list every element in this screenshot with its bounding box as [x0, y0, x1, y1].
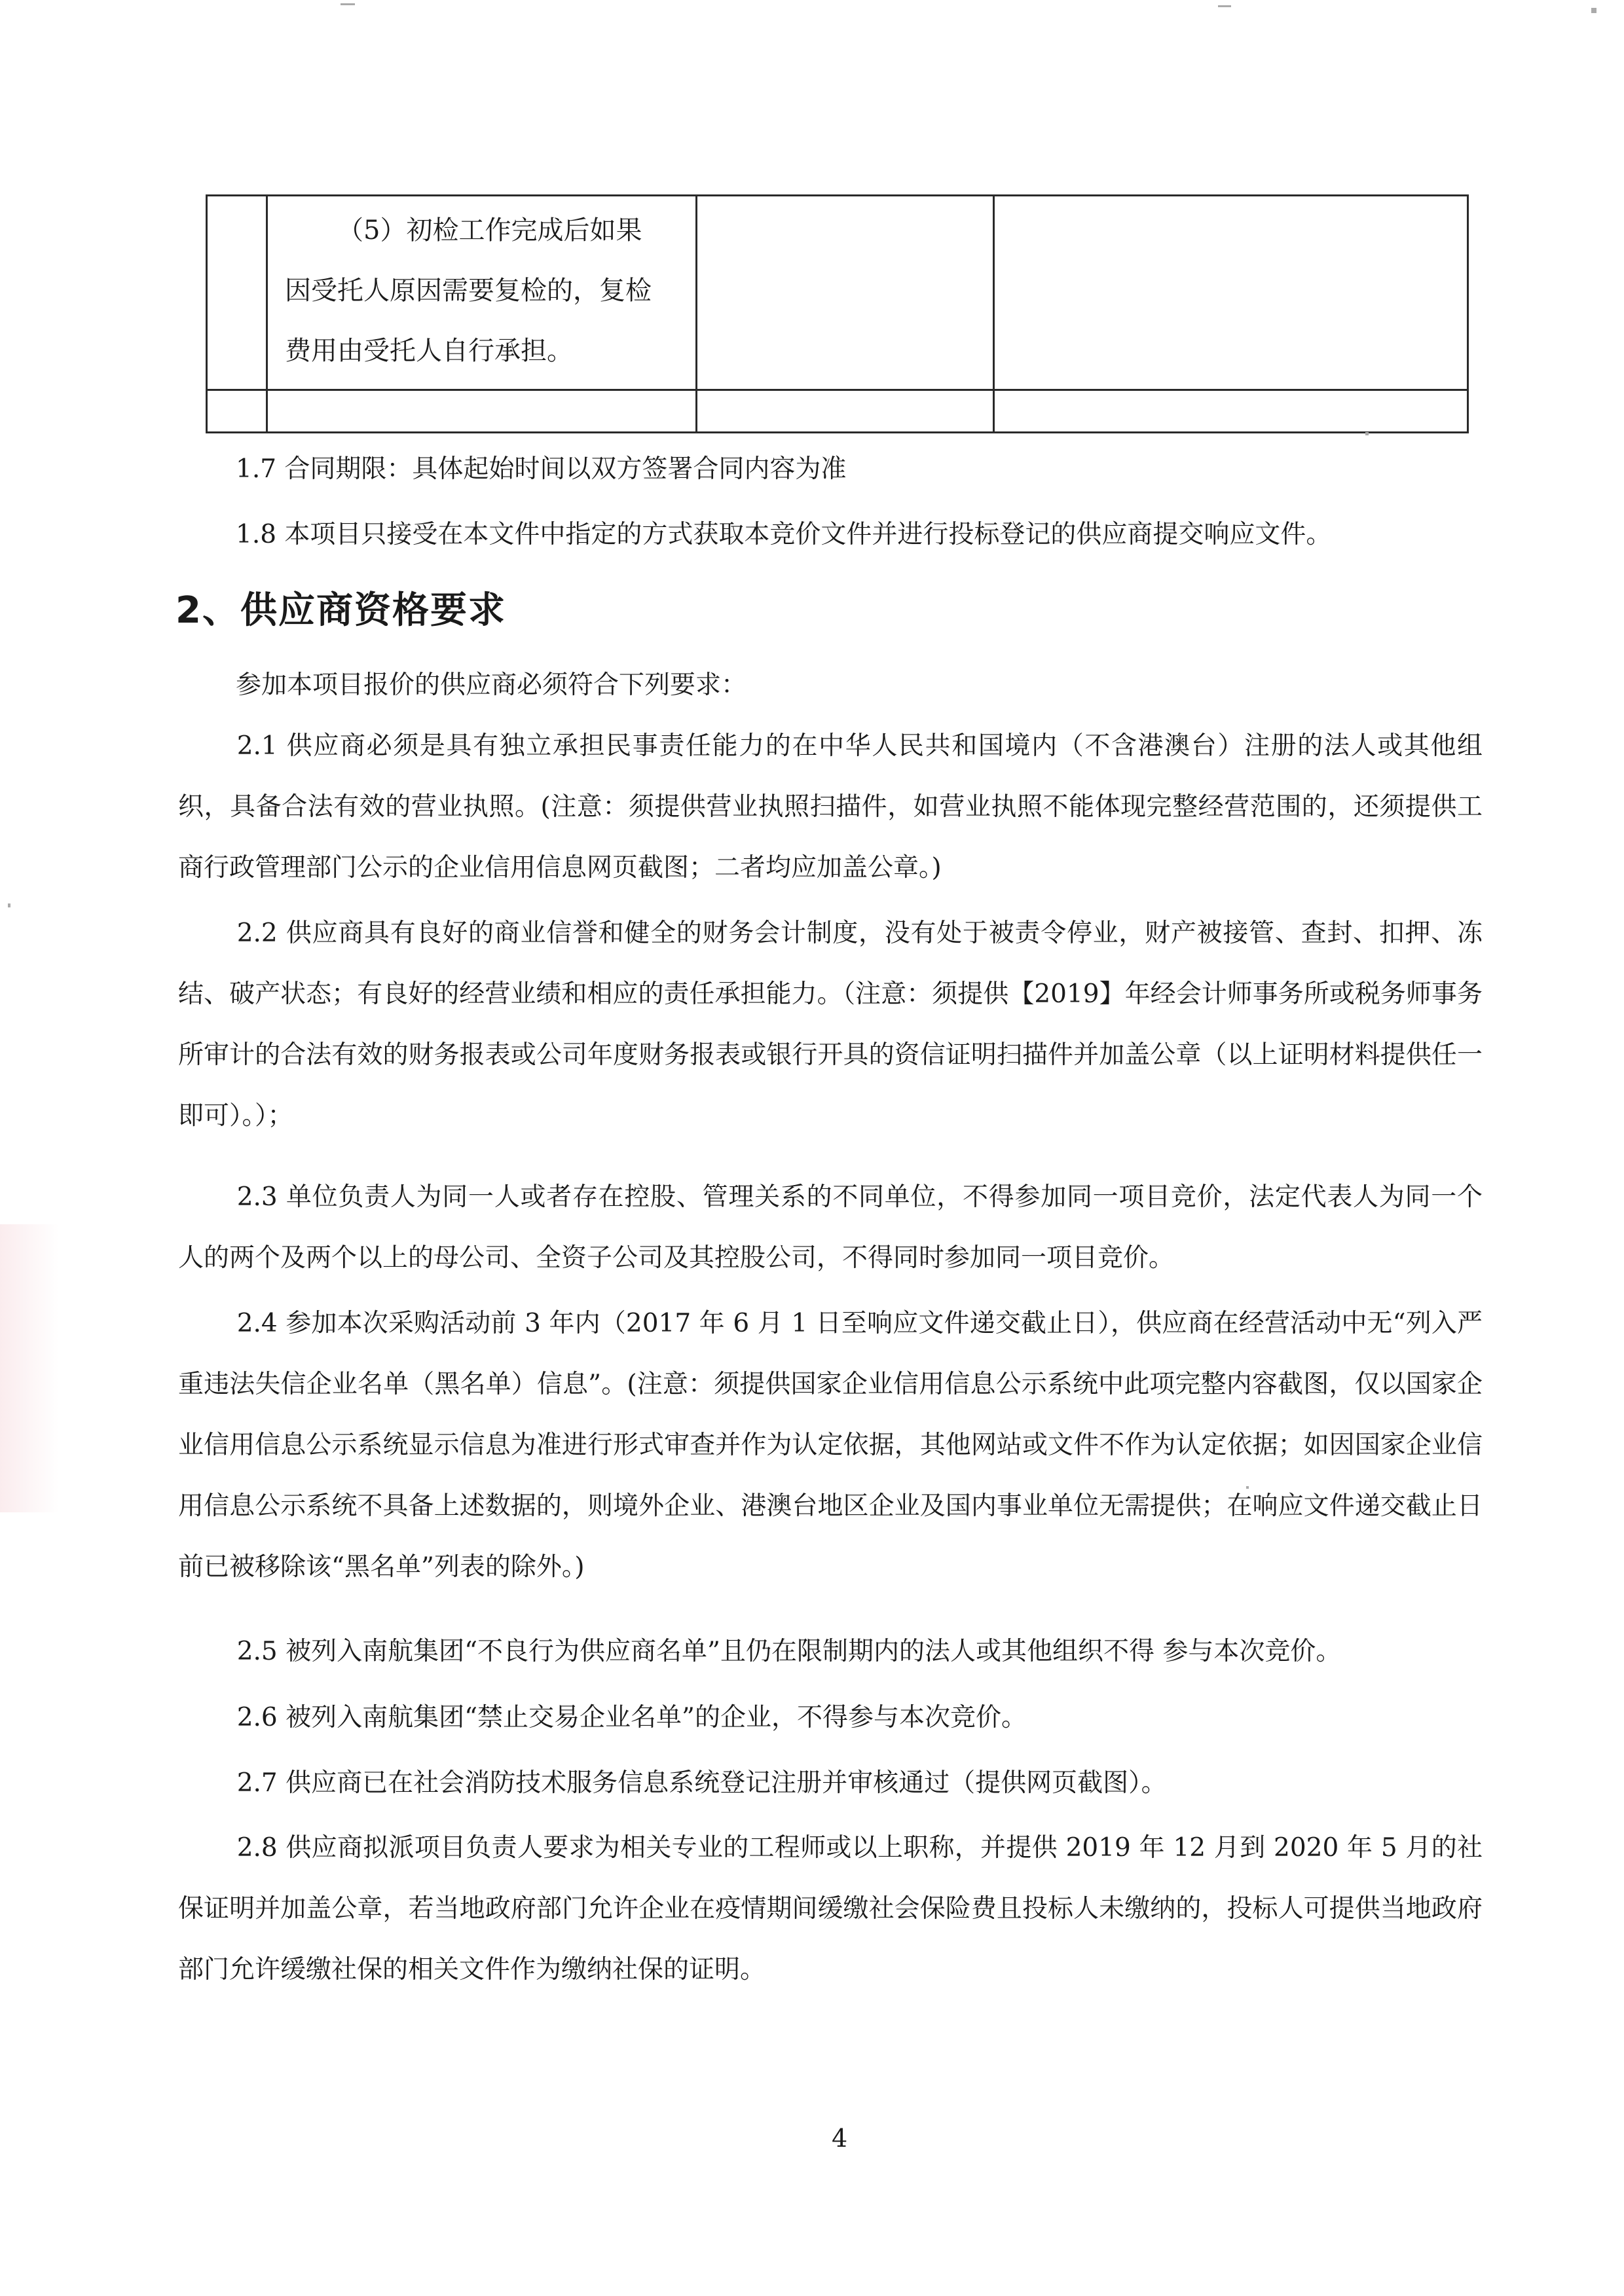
cell-line: （5）初检工作完成后如果 [337, 215, 642, 246]
clause-2-7: 2.7 供应商已在社会消防技术服务信息系统登记注册并审核通过（提供网页截图）。 [236, 1768, 1167, 1798]
cell-line: 费用由受托人自行承担。 [285, 336, 573, 366]
clause-2-3: 2.3 单位负责人为同一人或者存在控股、管理关系的不同单位，不得参加同一项目竞价，法定代表人为同一个人的两个及两个以上的母公司、全资子公司及其控股公司，不得同时参加同一项目竞价。 [178, 1182, 1483, 1273]
scan-artifact [8, 903, 10, 907]
clause-2-5: 2.5 被列入南航集团“不良行为供应商名单”且仍在限制期内的法人或其他组织不得 参与本次竞价。 [236, 1637, 1342, 1666]
clause-2-2: 2.2 供应商具有良好的商业信誉和健全的财务会计制度，没有处于被责令停业，财产被接管、查封、扣押、冻结、破产状态；有良好的经营业绩和相应的责任承担能力。（注意：须提供【2019】年经会计师事务所或税务师事务所审计的合法有效的财务报表或公司年度财务报表或银行开具的资信证明扫描件并加盖公章（以上证明材料提供任一即可）。）； [178, 919, 1483, 1131]
table-cell [267, 196, 697, 390]
table-cell [994, 196, 1468, 390]
section-heading: 2、供应商资格要求 [175, 589, 506, 632]
table-cell [994, 390, 1468, 433]
clause-2-8: 2.8 供应商拟派项目负责人要求为相关专业的工程师或以上职称，并提供 2019 年 12 月到 2020 年 5 月的社保证明并加盖公章，若当地政府部门允许企业在疫情期间缓缴社会保险费且投标人未缴纳的，投标人可提供当地政府部门允许缓缴社保的相关文件作为缴纳社保的证明。 [178, 1833, 1483, 1984]
continuation-table [206, 194, 1469, 433]
scan-artifact [1246, 1486, 1249, 1489]
clause-1-8: 1.8 本项目只接受在本文件中指定的方式获取本竞价文件并进行投标登记的供应商提交响应文件。 [236, 520, 1332, 549]
section-intro: 参加本项目报价的供应商必须符合下列要求： [236, 670, 747, 700]
scan-artifact [1365, 432, 1369, 435]
table-row [207, 196, 1468, 390]
table-cell [697, 390, 994, 433]
clause-1-7: 1.7 合同期限：具体起始时间以双方签署合同内容为准 [236, 454, 847, 484]
scan-artifact [1591, 8, 1596, 13]
table-cell [207, 196, 267, 390]
table-cell [267, 390, 697, 433]
stamp-bleed [0, 1224, 59, 1512]
cell-line: 因受托人原因需要复检的，复检 [285, 276, 652, 306]
table-cell [207, 390, 267, 433]
scan-artifact [341, 3, 355, 5]
clause-2-4: 2.4 参加本次采购活动前 3 年内（2017 年 6 月 1 日至响应文件递交截止日），供应商在经营活动中无“列入严重违法失信企业名单（黑名单）信息”。(注意：须提供国家企业信用信息公示系统中此项完整内容截图，仅以国家企业信用信息公示系统显示信息为准进行形式审查并作为认定依据，其他网站或文件不作为认定依据；如因国家企业信用信息公示系统不具备上述数据的，则境外企业、港澳台地区企业及国内事业单位无需提供；在响应文件递交截止日前已被移除该“黑名单”列表的除外。) [178, 1309, 1483, 1582]
clause-2-6: 2.6 被列入南航集团“禁止交易企业名单”的企业，不得参与本次竞价。 [236, 1703, 1027, 1732]
page-number: 4 [832, 2124, 848, 2153]
clause-2-1: 2.1 供应商必须是具有独立承担民事责任能力的在中华人民共和国境内（不含港澳台）注册的法人或其他组织，具备合法有效的营业执照。(注意：须提供营业执照扫描件，如营业执照不能体现完整经营范围的，还须提供工商行政管理部门公示的企业信用信息网页截图；二者均应加盖公章。) [178, 731, 1483, 883]
table-row [207, 390, 1468, 433]
scan-artifact [1218, 5, 1231, 7]
table-cell [697, 196, 994, 390]
